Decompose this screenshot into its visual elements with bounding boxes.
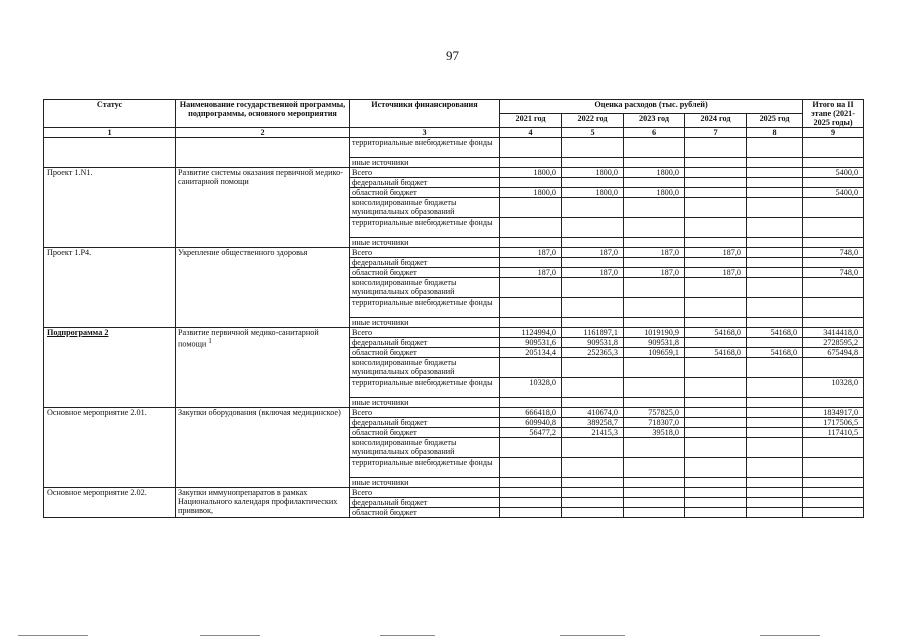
value-cell bbox=[747, 358, 803, 378]
value-cell bbox=[747, 178, 803, 188]
source-cell: консолидированные бюджеты муниципальных образований bbox=[350, 278, 500, 298]
program-name: Развитие системы оказания первичной медико-санитарной помощи bbox=[178, 168, 343, 186]
value-cell: 1800,0 bbox=[562, 188, 624, 198]
value-cell bbox=[624, 438, 685, 458]
value-cell bbox=[624, 458, 685, 478]
value-cell bbox=[803, 218, 864, 238]
value-cell bbox=[562, 218, 624, 238]
value-cell: 187,0 bbox=[500, 248, 562, 258]
value-cell bbox=[562, 258, 624, 268]
value-cell bbox=[685, 508, 747, 518]
value-cell bbox=[500, 438, 562, 458]
value-cell bbox=[562, 398, 624, 408]
source-cell: иные источники bbox=[350, 238, 500, 248]
value-cell bbox=[624, 508, 685, 518]
source-cell: территориальные внебюджетные фонды bbox=[350, 138, 500, 158]
source-cell: Всего bbox=[350, 168, 500, 178]
value-cell bbox=[500, 298, 562, 318]
value-cell bbox=[803, 138, 864, 158]
status-cell: Подпрограмма 2 bbox=[44, 328, 176, 408]
value-cell: 187,0 bbox=[624, 248, 685, 258]
value-cell bbox=[562, 488, 624, 498]
source-cell: областной бюджет bbox=[350, 268, 500, 278]
source-cell: областной бюджет bbox=[350, 428, 500, 438]
value-cell bbox=[747, 428, 803, 438]
table-row bbox=[44, 168, 864, 178]
value-cell bbox=[803, 458, 864, 478]
table-row bbox=[44, 488, 864, 498]
value-cell bbox=[500, 198, 562, 218]
value-cell bbox=[562, 158, 624, 168]
header-year: 2024 год bbox=[685, 114, 747, 128]
scan-artifacts bbox=[0, 620, 905, 640]
source-cell: иные источники bbox=[350, 158, 500, 168]
value-cell bbox=[747, 508, 803, 518]
value-cell: 117410,5 bbox=[803, 428, 864, 438]
program-name: Закупки иммунопрепаратов в рамках Национального календаря профилактических прививок, bbox=[178, 488, 338, 515]
value-cell: 54168,0 bbox=[747, 348, 803, 358]
value-cell: 187,0 bbox=[562, 248, 624, 258]
name-cell bbox=[176, 168, 350, 248]
value-cell bbox=[624, 498, 685, 508]
value-cell bbox=[685, 218, 747, 238]
value-cell bbox=[685, 418, 747, 428]
value-cell bbox=[500, 498, 562, 508]
value-cell bbox=[500, 488, 562, 498]
budget-body bbox=[44, 138, 864, 518]
value-cell bbox=[624, 158, 685, 168]
value-cell bbox=[747, 278, 803, 298]
table-row bbox=[44, 138, 864, 158]
column-number: 2 bbox=[176, 128, 350, 138]
value-cell bbox=[500, 358, 562, 378]
value-cell bbox=[803, 508, 864, 518]
value-cell bbox=[747, 238, 803, 248]
header-year: 2021 год bbox=[500, 114, 562, 128]
value-cell bbox=[562, 138, 624, 158]
value-cell bbox=[803, 178, 864, 188]
source-cell: иные источники bbox=[350, 318, 500, 328]
source-cell: консолидированные бюджеты муниципальных образований bbox=[350, 438, 500, 458]
value-cell bbox=[803, 438, 864, 458]
value-cell: 3414418,0 bbox=[803, 328, 864, 338]
header-total: Итого на II этапе (2021-2025 годы) bbox=[803, 100, 864, 128]
column-number: 4 bbox=[500, 128, 562, 138]
source-cell: областной бюджет bbox=[350, 348, 500, 358]
value-cell bbox=[803, 498, 864, 508]
source-cell: федеральный бюджет bbox=[350, 338, 500, 348]
value-cell: 1834917,0 bbox=[803, 408, 864, 418]
value-cell bbox=[685, 378, 747, 398]
value-cell bbox=[803, 158, 864, 168]
value-cell bbox=[685, 158, 747, 168]
value-cell bbox=[747, 158, 803, 168]
value-cell bbox=[562, 498, 624, 508]
value-cell: 187,0 bbox=[562, 268, 624, 278]
header-year: 2025 год bbox=[747, 114, 803, 128]
value-cell bbox=[747, 498, 803, 508]
value-cell: 187,0 bbox=[500, 268, 562, 278]
value-cell bbox=[685, 198, 747, 218]
value-cell bbox=[500, 178, 562, 188]
page-number: 97 bbox=[446, 48, 459, 63]
name-cell bbox=[176, 138, 350, 168]
value-cell bbox=[624, 398, 685, 408]
value-cell bbox=[685, 138, 747, 158]
value-cell bbox=[624, 488, 685, 498]
value-cell bbox=[500, 318, 562, 328]
value-cell bbox=[747, 318, 803, 328]
value-cell bbox=[685, 458, 747, 478]
value-cell bbox=[747, 248, 803, 258]
value-cell bbox=[562, 238, 624, 248]
value-cell: 666418,0 bbox=[500, 408, 562, 418]
value-cell bbox=[562, 178, 624, 188]
value-cell: 5400,0 bbox=[803, 168, 864, 178]
value-cell bbox=[685, 168, 747, 178]
value-cell bbox=[624, 178, 685, 188]
value-cell bbox=[747, 198, 803, 218]
value-cell bbox=[747, 398, 803, 408]
value-cell bbox=[747, 188, 803, 198]
value-cell bbox=[747, 478, 803, 488]
source-cell: Всего bbox=[350, 328, 500, 338]
value-cell bbox=[685, 278, 747, 298]
header-row-1 bbox=[44, 100, 864, 114]
value-cell bbox=[747, 488, 803, 498]
value-cell bbox=[500, 398, 562, 408]
column-number: 3 bbox=[350, 128, 500, 138]
value-cell bbox=[562, 458, 624, 478]
value-cell bbox=[562, 438, 624, 458]
value-cell bbox=[685, 238, 747, 248]
program-name: Укрепление общественного здоровья bbox=[178, 248, 308, 257]
status-cell: Основное мероприятие 2.02. bbox=[44, 488, 176, 518]
value-cell bbox=[685, 398, 747, 408]
value-cell: 21415,3 bbox=[562, 428, 624, 438]
value-cell: 909531,8 bbox=[562, 338, 624, 348]
value-cell: 5400,0 bbox=[803, 188, 864, 198]
source-cell: Всего bbox=[350, 248, 500, 258]
value-cell bbox=[624, 358, 685, 378]
value-cell bbox=[747, 418, 803, 428]
value-cell bbox=[685, 438, 747, 458]
value-cell bbox=[685, 488, 747, 498]
source-cell: федеральный бюджет bbox=[350, 178, 500, 188]
value-cell bbox=[685, 428, 747, 438]
value-cell: 1800,0 bbox=[562, 168, 624, 178]
source-cell: федеральный бюджет bbox=[350, 258, 500, 268]
value-cell bbox=[562, 378, 624, 398]
value-cell: 10328,0 bbox=[500, 378, 562, 398]
name-cell bbox=[176, 488, 350, 518]
value-cell bbox=[624, 258, 685, 268]
value-cell: 2728595,2 bbox=[803, 338, 864, 348]
value-cell: 109659,1 bbox=[624, 348, 685, 358]
table-row bbox=[44, 408, 864, 418]
value-cell bbox=[685, 338, 747, 348]
value-cell bbox=[803, 198, 864, 218]
status-cell bbox=[44, 138, 176, 168]
value-cell bbox=[685, 478, 747, 488]
value-cell: 205134,4 bbox=[500, 348, 562, 358]
value-cell bbox=[624, 238, 685, 248]
header-status: Статус bbox=[44, 100, 176, 128]
value-cell: 748,0 bbox=[803, 268, 864, 278]
value-cell bbox=[562, 478, 624, 488]
value-cell: 54168,0 bbox=[685, 348, 747, 358]
value-cell bbox=[624, 198, 685, 218]
value-cell: 1800,0 bbox=[624, 188, 685, 198]
header-source: Источники финансирования bbox=[350, 100, 500, 128]
value-cell bbox=[500, 508, 562, 518]
value-cell: 1717506,5 bbox=[803, 418, 864, 428]
value-cell bbox=[624, 378, 685, 398]
value-cell: 675494,8 bbox=[803, 348, 864, 358]
source-cell: иные источники bbox=[350, 398, 500, 408]
value-cell bbox=[803, 238, 864, 248]
value-cell bbox=[747, 408, 803, 418]
source-cell: территориальные внебюджетные фонды bbox=[350, 458, 500, 478]
column-number: 5 bbox=[562, 128, 624, 138]
status-cell: Проект 1.N1. bbox=[44, 168, 176, 248]
value-cell: 748,0 bbox=[803, 248, 864, 258]
program-name: Развитие первичной медико-санитарной помощи bbox=[178, 328, 319, 349]
value-cell: 389258,7 bbox=[562, 418, 624, 428]
value-cell: 1019190,9 bbox=[624, 328, 685, 338]
value-cell bbox=[685, 298, 747, 318]
value-cell: 54168,0 bbox=[685, 328, 747, 338]
table-row bbox=[44, 328, 864, 338]
value-cell bbox=[803, 298, 864, 318]
value-cell bbox=[747, 138, 803, 158]
value-cell: 909531,8 bbox=[624, 338, 685, 348]
header-estimate: Оценка расходов (тыс. рублей) bbox=[500, 100, 803, 114]
table-row bbox=[44, 248, 864, 258]
value-cell bbox=[685, 258, 747, 268]
value-cell bbox=[685, 408, 747, 418]
name-cell bbox=[176, 408, 350, 488]
value-cell bbox=[747, 378, 803, 398]
value-cell: 1161897,1 bbox=[562, 328, 624, 338]
header-year: 2023 год bbox=[624, 114, 685, 128]
value-cell bbox=[747, 218, 803, 238]
value-cell bbox=[500, 478, 562, 488]
value-cell bbox=[562, 318, 624, 328]
value-cell bbox=[803, 318, 864, 328]
value-cell bbox=[562, 278, 624, 298]
value-cell bbox=[624, 278, 685, 298]
value-cell bbox=[685, 318, 747, 328]
value-cell: 1800,0 bbox=[624, 168, 685, 178]
value-cell: 1800,0 bbox=[500, 168, 562, 178]
value-cell bbox=[500, 218, 562, 238]
value-cell bbox=[803, 478, 864, 488]
value-cell bbox=[500, 138, 562, 158]
value-cell: 718307,0 bbox=[624, 418, 685, 428]
value-cell bbox=[624, 218, 685, 238]
value-cell bbox=[562, 298, 624, 318]
value-cell bbox=[624, 318, 685, 328]
value-cell bbox=[500, 238, 562, 248]
source-cell: федеральный бюджет bbox=[350, 498, 500, 508]
source-cell: территориальные внебюджетные фонды bbox=[350, 378, 500, 398]
value-cell bbox=[803, 278, 864, 298]
value-cell bbox=[500, 158, 562, 168]
value-cell: 10328,0 bbox=[803, 378, 864, 398]
value-cell bbox=[803, 398, 864, 408]
program-name: Закупки оборудования (включая медицинское) bbox=[178, 408, 341, 417]
status-cell: Основное мероприятие 2.01. bbox=[44, 408, 176, 488]
source-cell: иные источники bbox=[350, 478, 500, 488]
column-number: 8 bbox=[747, 128, 803, 138]
value-cell bbox=[500, 258, 562, 268]
value-cell bbox=[562, 508, 624, 518]
value-cell bbox=[562, 358, 624, 378]
value-cell: 187,0 bbox=[685, 248, 747, 258]
header-numbers-row bbox=[44, 128, 864, 138]
value-cell bbox=[803, 258, 864, 268]
value-cell bbox=[803, 358, 864, 378]
value-cell bbox=[562, 198, 624, 218]
value-cell: 410674,0 bbox=[562, 408, 624, 418]
value-cell bbox=[747, 268, 803, 278]
source-cell: территориальные внебюджетные фонды bbox=[350, 298, 500, 318]
value-cell bbox=[624, 298, 685, 318]
value-cell bbox=[747, 438, 803, 458]
name-cell bbox=[176, 328, 350, 408]
value-cell bbox=[500, 278, 562, 298]
value-cell bbox=[747, 298, 803, 318]
source-cell: территориальные внебюджетные фонды bbox=[350, 218, 500, 238]
value-cell: 909531,6 bbox=[500, 338, 562, 348]
value-cell: 187,0 bbox=[624, 268, 685, 278]
value-cell bbox=[624, 478, 685, 488]
column-number: 1 bbox=[44, 128, 176, 138]
value-cell bbox=[747, 168, 803, 178]
source-cell: консолидированные бюджеты муниципальных образований bbox=[350, 358, 500, 378]
source-cell: областной бюджет bbox=[350, 508, 500, 518]
source-cell: Всего bbox=[350, 408, 500, 418]
header-name: Наименование государственной программы, подпрограммы, основного мероприятия bbox=[176, 100, 350, 128]
value-cell: 56477,2 bbox=[500, 428, 562, 438]
source-cell: областной бюджет bbox=[350, 188, 500, 198]
column-number: 6 bbox=[624, 128, 685, 138]
source-cell: консолидированные бюджеты муниципальных образований bbox=[350, 198, 500, 218]
source-cell: Всего bbox=[350, 488, 500, 498]
value-cell bbox=[685, 358, 747, 378]
value-cell: 39518,0 bbox=[624, 428, 685, 438]
status-cell: Проект 1.Р4. bbox=[44, 248, 176, 328]
value-cell: 1124994,0 bbox=[500, 328, 562, 338]
column-number: 7 bbox=[685, 128, 747, 138]
value-cell bbox=[803, 488, 864, 498]
value-cell: 1800,0 bbox=[500, 188, 562, 198]
value-cell bbox=[624, 138, 685, 158]
value-cell bbox=[747, 338, 803, 348]
value-cell bbox=[685, 498, 747, 508]
value-cell bbox=[685, 178, 747, 188]
value-cell: 187,0 bbox=[685, 268, 747, 278]
value-cell: 609940,8 bbox=[500, 418, 562, 428]
budget-table bbox=[43, 99, 864, 518]
value-cell bbox=[685, 188, 747, 198]
value-cell bbox=[500, 458, 562, 478]
value-cell: 757825,0 bbox=[624, 408, 685, 418]
name-cell bbox=[176, 248, 350, 328]
column-number: 9 bbox=[803, 128, 864, 138]
source-cell: федеральный бюджет bbox=[350, 418, 500, 428]
value-cell bbox=[747, 258, 803, 268]
value-cell bbox=[747, 458, 803, 478]
value-cell: 252365,3 bbox=[562, 348, 624, 358]
value-cell: 54168,0 bbox=[747, 328, 803, 338]
header-year: 2022 год bbox=[562, 114, 624, 128]
footnote-mark: 1 bbox=[208, 338, 212, 345]
